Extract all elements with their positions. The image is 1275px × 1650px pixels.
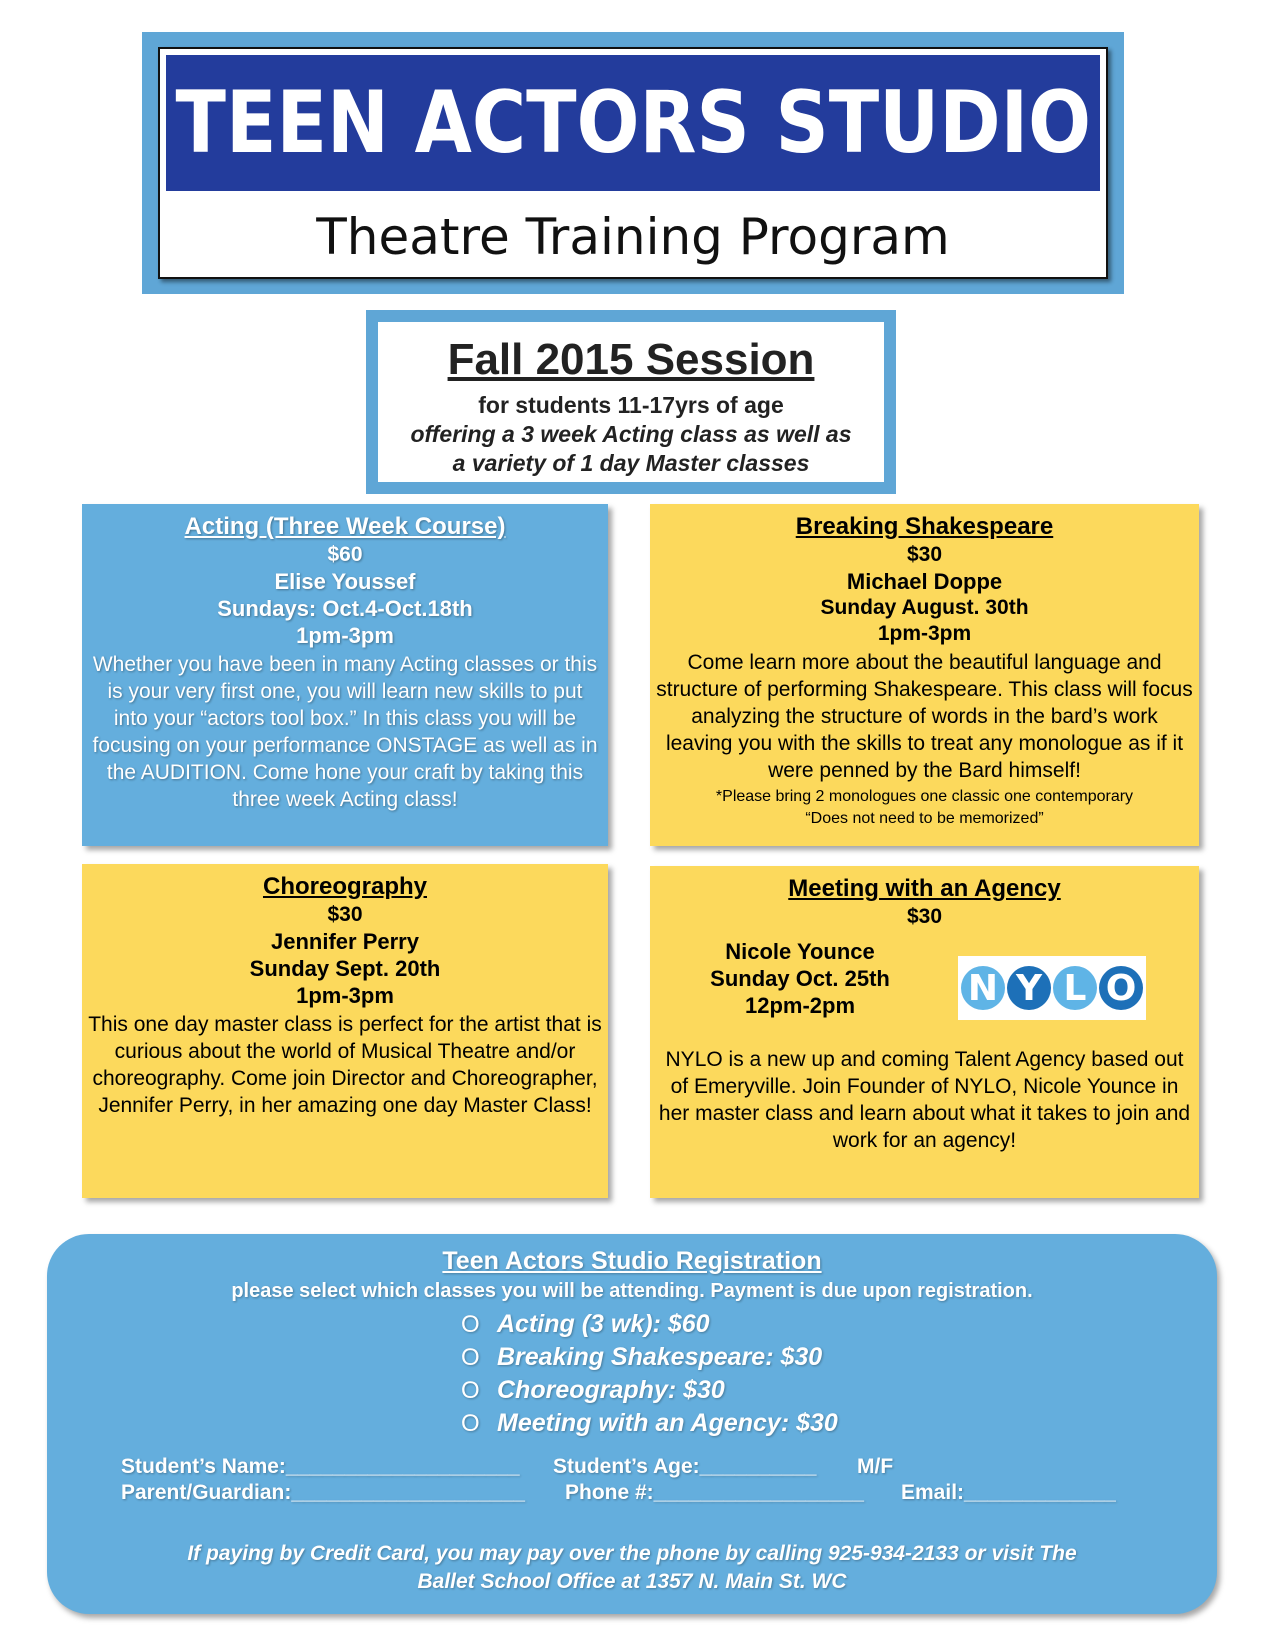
session-title: Fall 2015 Session [447, 335, 815, 384]
nylo-logo-letter: O [1099, 966, 1143, 1010]
registration-instructions: please select which classes you will be attending. Payment is due upon registration. [231, 1280, 1033, 1302]
card-title: Breaking Shakespeare [795, 513, 1054, 540]
option-circle-icon[interactable]: O [461, 1343, 480, 1371]
card-price: $30 [327, 903, 363, 926]
card-description: Come learn more about the beautiful language and structure of performing Shakespeare. This class will focus analyzing the structure of words in the bard’s work leaving you with the skills to treat any monologue as if it were penned by the Bard himself! [656, 651, 1193, 782]
banner-title: TEEN ACTORS STUDIO [175, 73, 1091, 173]
option-breaking-shakespeare[interactable] [461, 1341, 838, 1374]
card-time: 1pm-3pm [296, 983, 394, 1008]
banner-subtitle: Theatre Training Program [316, 208, 950, 266]
card-date: Sunday August. 30th [820, 596, 1029, 619]
session-offering-line: a variety of 1 day Master classes [452, 450, 810, 476]
card-title: Meeting with an Agency [788, 875, 1061, 902]
option-label: Breaking Shakespeare: $30 [497, 1343, 823, 1371]
session-age-range: for students 11-17yrs of age [478, 392, 784, 418]
card-meeting-agency [650, 866, 1199, 1198]
session-box [366, 310, 896, 494]
banner-frame [158, 47, 1108, 279]
registration-title: Teen Actors Studio Registration [442, 1247, 822, 1275]
registration-options [461, 1308, 838, 1440]
student-age-field[interactable]: Student’s Age:__________ [553, 1455, 817, 1478]
card-price: $30 [906, 905, 943, 928]
nylo-logo [958, 956, 1146, 1020]
option-circle-icon[interactable]: O [461, 1376, 480, 1404]
option-choreography[interactable] [461, 1374, 838, 1407]
option-label: Acting (3 wk): $60 [497, 1310, 710, 1338]
session-box-inner [378, 322, 884, 482]
payment-note-line: Ballet School Office at 1357 N. Main St. WC [417, 1570, 847, 1593]
banner-title-bar [166, 55, 1100, 191]
registration-panel [47, 1234, 1217, 1614]
option-circle-icon[interactable]: O [461, 1310, 480, 1338]
header-banner [142, 32, 1124, 294]
card-instructor: Nicole Younce [725, 939, 875, 964]
option-circle-icon[interactable]: O [461, 1409, 480, 1437]
card-choreography [82, 864, 608, 1198]
card-note: “Does not need to be memorized” [805, 810, 1044, 827]
card-price: $60 [327, 543, 363, 566]
card-date: Sundays: Oct.4-Oct.18th [217, 596, 473, 621]
parent-guardian-field[interactable]: Parent/Guardian:____________________ [121, 1481, 525, 1504]
card-acting [82, 504, 608, 846]
card-time: 1pm-3pm [877, 622, 972, 645]
card-time: 12pm-2pm [744, 993, 856, 1018]
option-meeting-agency[interactable] [461, 1407, 838, 1440]
option-acting[interactable] [461, 1308, 838, 1341]
card-instructor: Michael Doppe [846, 569, 1003, 594]
card-title: Acting (Three Week Course) [184, 513, 506, 540]
nylo-logo-letter: Y [1007, 966, 1051, 1010]
email-field[interactable]: Email:_____________ [901, 1481, 1116, 1504]
card-date: Sunday Oct. 25th [710, 966, 890, 991]
card-price: $30 [906, 543, 943, 566]
payment-note-line: If paying by Credit Card, you may pay over the phone by calling 925-934-2133 or visit The [187, 1542, 1077, 1565]
option-label: Meeting with an Agency: $30 [497, 1409, 838, 1437]
card-instructor: Elise Youssef [274, 569, 416, 594]
nylo-logo-letter: N [961, 966, 1005, 1010]
card-description: NYLO is a new up and coming Talent Agency based out of Emeryville. Join Founder of NYLO, Nicole Younce in her master class and learn about what it takes to join and work for an agency! [658, 1048, 1191, 1152]
student-name-field[interactable]: Student’s Name:____________________ [121, 1455, 520, 1478]
card-description: Whether you have been in many Acting classes or this is your very first one, you will learn new skills to put into your “actors tool box.” In this class you will be focusing on your performance ONSTAGE as well as in the AUDITION. Come hone your craft by taking this three week Acting class! [92, 653, 598, 811]
session-offering-line: offering a 3 week Acting class as well as [410, 421, 852, 447]
payment-note [47, 1540, 1217, 1596]
card-title: Choreography [262, 873, 427, 900]
card-details [690, 938, 910, 1019]
card-time: 1pm-3pm [296, 623, 394, 648]
card-instructor: Jennifer Perry [271, 929, 419, 954]
nylo-logo-letter: L [1053, 966, 1097, 1010]
card-description: This one day master class is perfect for the artist that is curious about the world of Musical Theatre and/or choreography. Come join Director and Choreographer, Jennifer Perry, in her amazing one day Master Class! [88, 1013, 602, 1117]
sex-field[interactable]: M/F [857, 1455, 894, 1478]
card-note: *Please bring 2 monologues one classic one contemporary [715, 788, 1134, 805]
card-breaking-shakespeare [650, 504, 1199, 846]
phone-field[interactable]: Phone #:__________________ [565, 1481, 864, 1504]
option-label: Choreography: $30 [497, 1376, 725, 1404]
card-date: Sunday Sept. 20th [249, 956, 441, 981]
